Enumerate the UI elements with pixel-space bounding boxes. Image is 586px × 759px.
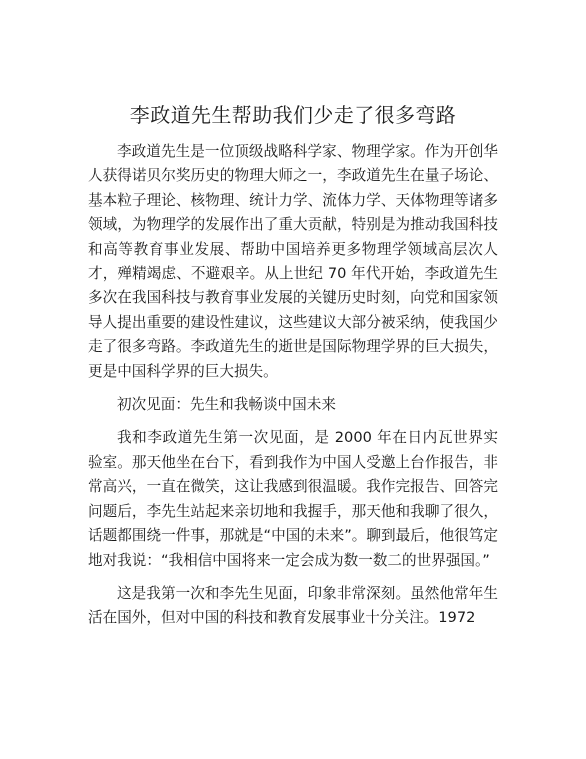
article-title: 李政道先生帮助我们少走了很多弯路: [129, 103, 457, 127]
paragraph-first-meeting: 我和李政道先生第一次见面，是 2000 年在日内瓦世界实验室。那天他坐在台下，看到我作为中国人受邀上台作报告，非常高兴，一直在微笑，这让我感到很温暖。我作完报告、回答完问题后，李先生站起来亲切地和我握手，那天他和我聊了很久，话题都围绕一件事，那就是“中国的未来”。聊到最后，他很笃定地对我说：“我相信中国将来一定会成为数一数二的世界强国。”: [88, 429, 498, 569]
paragraph-impression: 这是我第一次和李先生见面，印象非常深刻。虽然他常年生活在国外，但对中国的科技和教育发展事业十分关注。1972: [88, 584, 498, 627]
document-page: [88, 99, 498, 640]
section-heading: 初次见面：先生和我畅谈中国未来: [117, 396, 336, 414]
paragraph-intro: 李政道先生是一位顶级战略科学家、物理学家。作为开创华人获得诺贝尔奖历史的物理大师之一，李政道先生在量子场论、基本粒子理论、核物理、统计力学、流体力学、天体物理等诸多领域，为物理学的发展作出了重大贡献，特别是为推动我国科技和高等教育事业发展、帮助中国培养更多物理学领域高层次人才，殚精竭虑、不避艰辛。从上世纪 70 年代开始，李政道先生多次在我国科技与教育事业发展的关键历史时刻，向党和国家领导人提出重要的建设性建议，这些建议大部分被采纳，使我国少走了很多弯路。李政道先生的逝世是国际物理学界的巨大损失，更是中国科学界的巨大损失。: [88, 143, 498, 380]
